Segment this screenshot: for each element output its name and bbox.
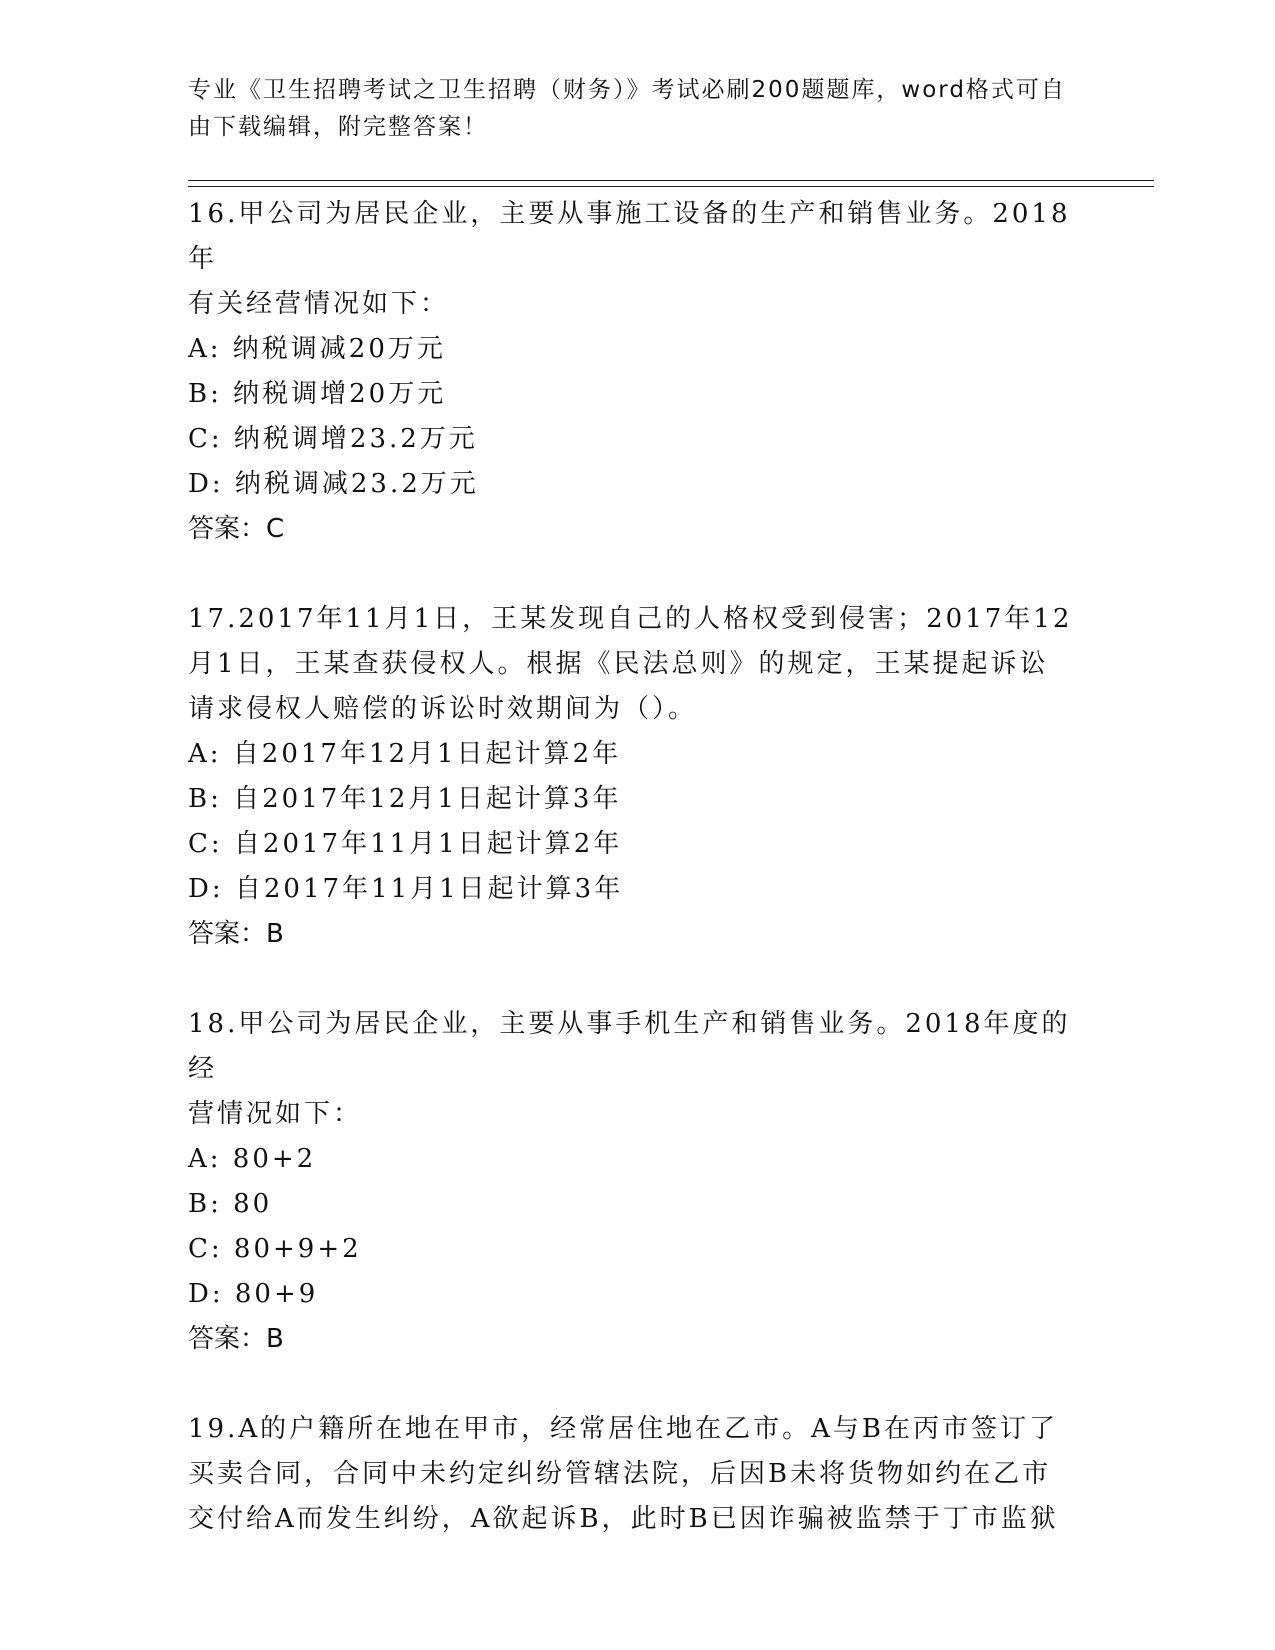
option-a: A: 80+2	[188, 1144, 317, 1174]
answer-line: 答案：B	[188, 1324, 284, 1354]
question-text-line: 有关经营情况如下：	[188, 289, 450, 319]
answer-line: 答案：C	[188, 514, 285, 544]
question-text-line: 17.2017年11月1日，王某发现自己的人格权受到侵害；2017年12	[188, 604, 1073, 634]
option-c: C: 自2017年11月1日起计算2年	[188, 829, 623, 859]
option-b: B: 自2017年12月1日起计算3年	[188, 784, 622, 814]
question-spacer	[188, 1362, 1088, 1407]
option-d: D: 纳税调减23.2万元	[188, 469, 479, 499]
document-header	[188, 72, 1088, 146]
option-d: D: 80+9	[188, 1279, 319, 1309]
header-divider-top	[188, 180, 1154, 181]
question-text-line: 交付给A而发生纠纷，A欲起诉B，此时B已因诈骗被监禁于丁市监狱	[188, 1504, 1059, 1534]
question-text-line: 买卖合同，合同中未约定纠纷管辖法院，后因B未将货物如约在乙市	[188, 1459, 1052, 1489]
option-c: C: 纳税调增23.2万元	[188, 424, 478, 454]
question-text-line: 营情况如下：	[188, 1099, 363, 1129]
option-d: D: 自2017年11月1日起计算3年	[188, 874, 624, 904]
question-19	[188, 1407, 1088, 1542]
option-b: B: 纳税调增20万元	[188, 379, 447, 409]
question-18	[188, 1002, 1088, 1362]
question-list	[188, 192, 1088, 1542]
header-line-2: 由下载编辑，附完整答案！	[188, 114, 488, 140]
option-a: A: 纳税调减20万元	[188, 334, 446, 364]
question-text-line: 16.甲公司为居民企业，主要从事施工设备的生产和销售业务。2018年	[188, 199, 1071, 274]
question-text-line: 请求侵权人赔偿的诉讼时效期间为（）。	[188, 694, 698, 724]
option-b: B: 80	[188, 1189, 273, 1219]
question-text-line: 18.甲公司为居民企业，主要从事手机生产和销售业务。2018年度的经	[188, 1009, 1071, 1084]
option-a: A: 自2017年12月1日起计算2年	[188, 739, 622, 769]
question-16	[188, 192, 1088, 552]
option-c: C: 80+9+2	[188, 1234, 362, 1264]
question-spacer	[188, 552, 1088, 597]
question-text-line: 月1日，王某查获侵权人。根据《民法总则》的规定，王某提起诉讼	[188, 649, 1049, 679]
header-divider-bottom	[188, 186, 1154, 187]
question-spacer	[188, 957, 1088, 1002]
answer-line: 答案：B	[188, 919, 284, 949]
header-line-1: 专业《卫生招聘考试之卫生招聘（财务）》考试必刷200题题库，word格式可自	[188, 77, 1066, 103]
question-17	[188, 597, 1088, 957]
question-text-line: 19.A的户籍所在地在甲市，经常居住地在乙市。A与B在丙市签订了	[188, 1414, 1059, 1444]
